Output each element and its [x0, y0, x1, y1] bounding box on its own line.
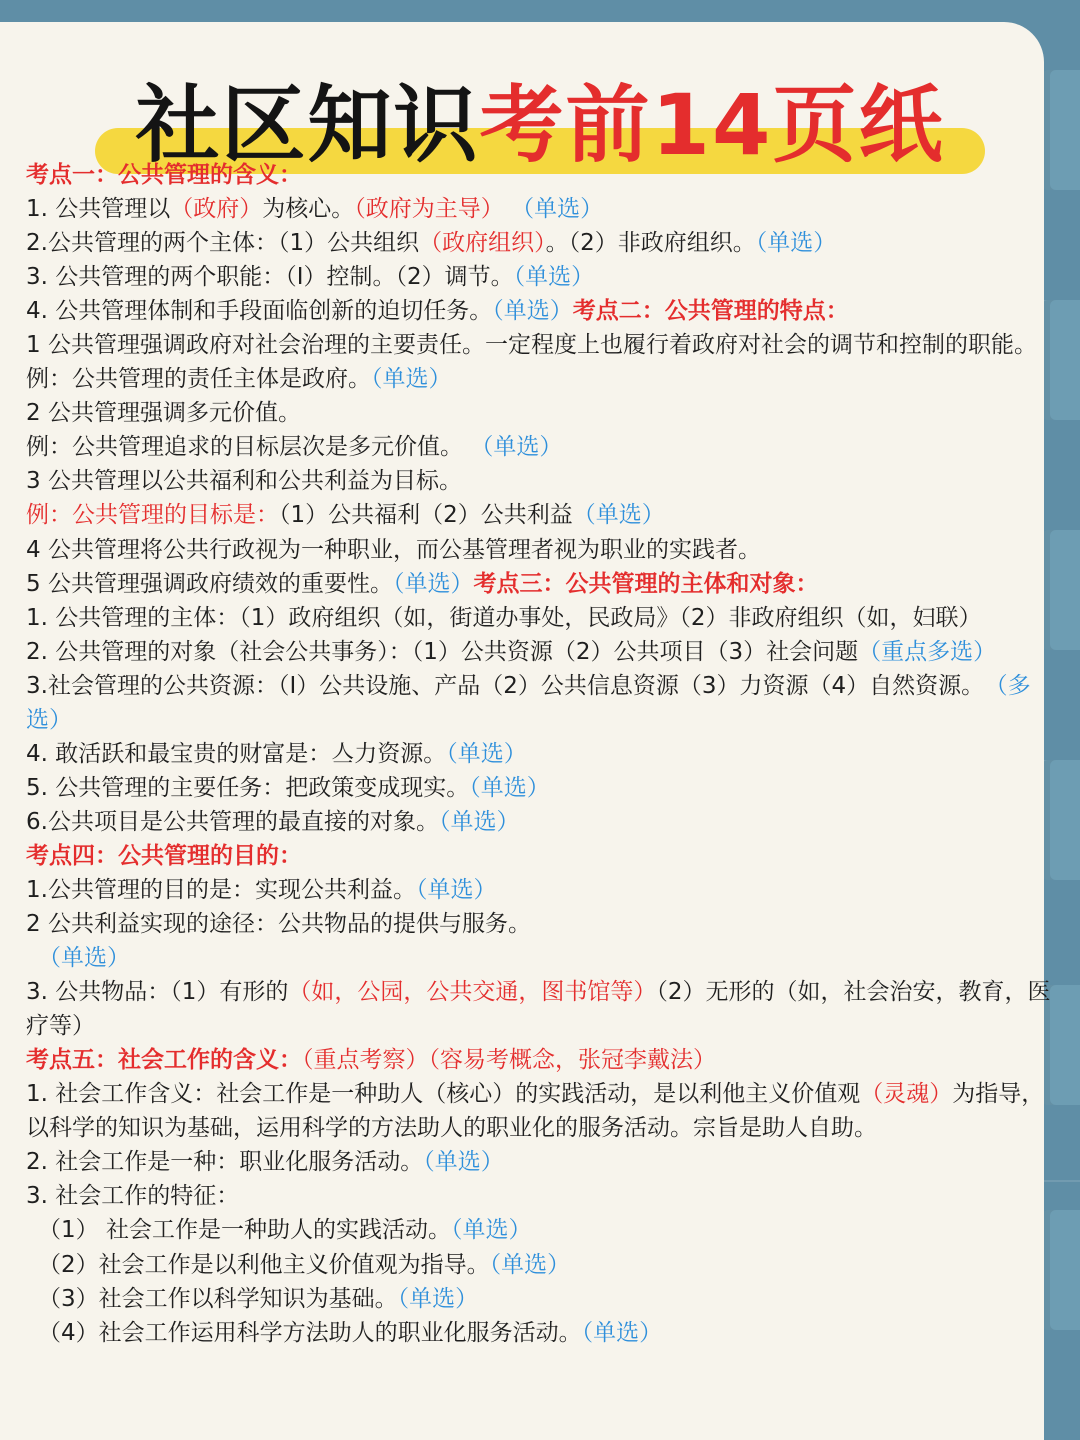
tag-single-choice: （单选） [469, 774, 550, 801]
tag-single-choice: （单选） [572, 502, 665, 529]
note-line: 3 公共管理以公共福利和公共利益为目标。 [26, 468, 462, 495]
note-line: 2. 社会工作是一种：职业化服务活动。（单选） [26, 1149, 504, 1176]
tag-single-choice: （单选） [450, 1217, 532, 1244]
note-line: 5. 公共管理的主要任务：把政策变成现实。（单选） [26, 774, 550, 801]
note-line: 5 公共管理强调政府绩效的重要性。（单选）考点三：公共管理的主体和对象： [26, 570, 819, 597]
note-line: （3）社会工作以科学知识为基础。（单选） [38, 1285, 479, 1312]
section-heading-4: 考点四：公共管理的目的： [26, 842, 302, 869]
note-line: 例：公共管理的责任主体是政府。（单选） [26, 366, 452, 393]
section-heading-3: 考点三：公共管理的主体和对象： [473, 570, 819, 597]
tag-single-choice: （单选） [513, 264, 595, 291]
note-line: 2. 公共管理的对象（社会公共事务）：（1）公共资源（2）公共项目（3）社会问题（重点多选） [26, 638, 997, 665]
note-line: 1 公共管理强调政府对社会治理的主要责任。一定程度上也履行着政府对社会的调节和控制的职能。 [26, 332, 1037, 359]
tag-single-choice: （单选） [423, 1149, 504, 1176]
note-line: 例：公共管理的目标是：（1）公共福利（2）公共利益（单选） [26, 502, 665, 529]
note-line: 1. 公共管理以（政府）为核心。（政府为主导） （单选） [26, 196, 604, 223]
section-heading-2: 考点二：公共管理的特点： [572, 298, 849, 325]
note-line: 2 公共利益实现的途径：公共物品的提供与服务。 [26, 911, 531, 938]
tag-single-choice: （单选） [397, 1285, 479, 1312]
tag-single-choice: （单选） [755, 230, 837, 257]
tag-single-choice: （单选） [581, 1319, 663, 1346]
notes-content [26, 158, 1052, 1350]
note-line: 3. 社会工作的特征： [26, 1183, 240, 1210]
tag-single-choice: （单选） [371, 366, 452, 393]
tag-key-multi-choice: （重点多选） [858, 638, 997, 665]
note-line: 2 公共管理强调多元价值。 [26, 400, 301, 427]
tag-single-choice: （单选） [489, 1251, 571, 1278]
note-line: 考点五：社会工作的含义：（重点考察）（容易考概念，张冠李戴法） [26, 1047, 716, 1074]
section-heading-1: 考点一：公共管理的含义： [26, 162, 302, 188]
note-line: 3. 公共管理的两个职能：（I）控制。（2）调节。（单选） [26, 264, 595, 291]
note-line: （1） 社会工作是一种助人的实践活动。（单选） [38, 1217, 532, 1244]
tag-single-choice: （单选） [415, 876, 497, 903]
note-line: 例：公共管理追求的目标层次是多元价值。 （单选） [26, 434, 563, 461]
section-heading-5: 考点五：社会工作的含义： [26, 1047, 302, 1074]
note-line: 2.公共管理的两个主体：（1）公共组织（政府组织）。（2）非政府组织。（单选） [26, 230, 837, 257]
note-line: 6.公共项目是公共管理的最直接的对象。（单选） [26, 808, 520, 835]
note-line: 3. 公共物品：（1）有形的（如，公园，公共交通，图书馆等）（2）无形的（如，社会治安，教育，医疗等） [26, 979, 1051, 1040]
note-line: 4 公共管理将公共行政视为一种职业，而公基管理者视为职业的实践者。 [26, 536, 761, 563]
note-line: 1. 公共管理的主体：（1）政府组织（如，街道办事处，民政局》（2）非政府组织（如，妇联） [26, 604, 982, 631]
note-line: 1.公共管理的目的是：实现公共利益。（单选） [26, 876, 497, 903]
tag-single-choice: （单选） [492, 298, 573, 325]
note-line: 1. 社会工作含义：社会工作是一种助人（核心）的实践活动，是以利他主义价值观（灵魂）为指导，以科学的知识为基础，运用科学的方法助人的职业化的服务活动。宗旨是助人自助。 [26, 1081, 1045, 1142]
note-line: 3.社会管理的公共资源：（I）公共设施、产品（2）公共信息资源（3）力资源（4）自然资源。 （多选） [26, 672, 1031, 733]
note-line: （2）社会工作是以利他主义价值观为指导。（单选） [38, 1251, 571, 1278]
tag-single-choice: （单选） [438, 808, 520, 835]
tag-single-choice: （单选） [392, 570, 474, 597]
tag-single-choice: （单选） [38, 945, 130, 972]
tag-single-choice: （单选） [511, 196, 604, 223]
tag-multi-choice: （多选） [26, 672, 1031, 733]
title-part-2: 考前14页纸 [479, 76, 945, 174]
tag-single-choice: （单选） [446, 740, 527, 767]
title-part-1: 社区知识 [135, 76, 480, 174]
note-line: （4）社会工作运用科学方法助人的职业化服务活动。（单选） [38, 1319, 663, 1346]
note-line: 4. 公共管理体制和手段面临创新的迫切任务。（单选）考点二：公共管理的特点： [26, 298, 849, 325]
tag-single-choice: （单选） [470, 434, 563, 461]
note-line: 4. 敢活跃和最宝贵的财富是：亼力资源。（单选） [26, 740, 527, 767]
